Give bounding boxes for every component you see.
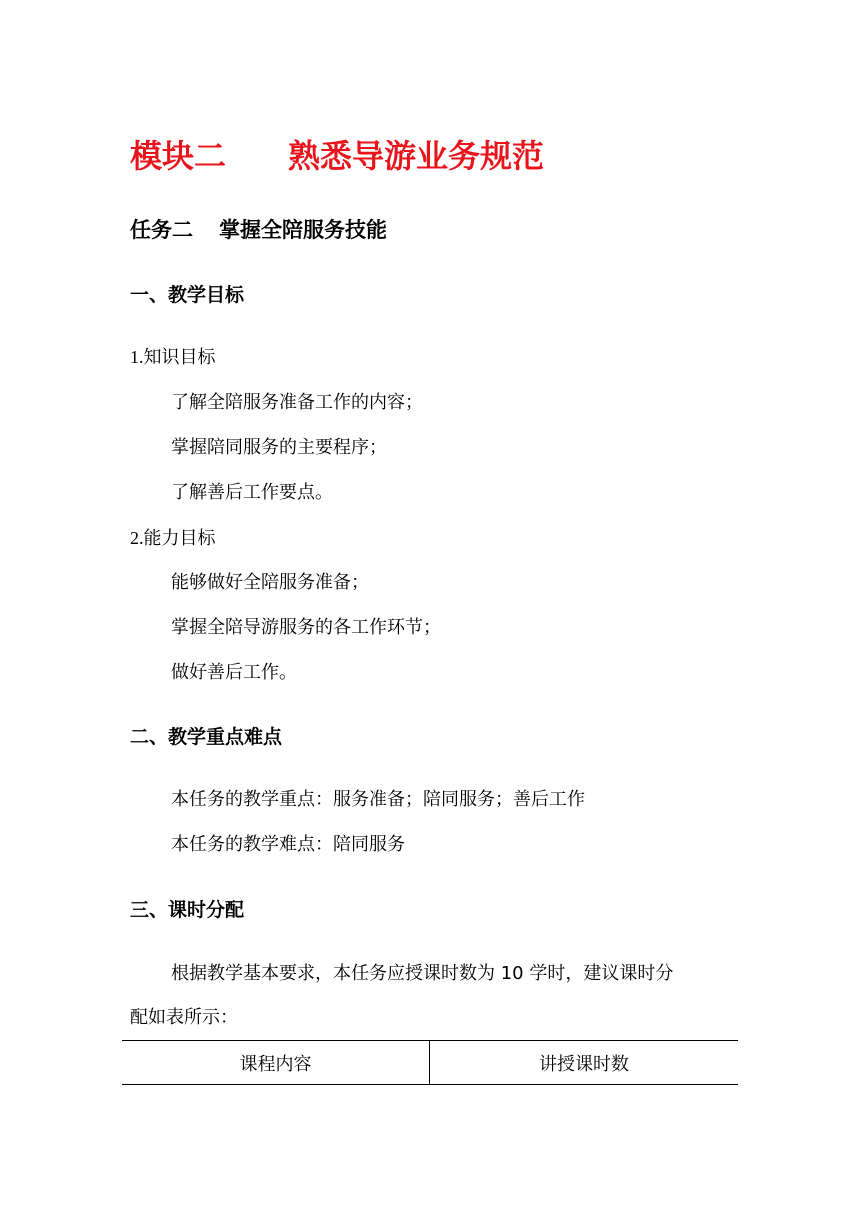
section-heading-hours: 三、课时分配: [130, 899, 245, 921]
section-heading-key-points: 二、教学重点难点: [130, 726, 283, 748]
subheading-knowledge: [130, 344, 216, 371]
list-item: 能够做好全陪服务准备；: [171, 572, 369, 593]
subheading-number: 2.: [130, 528, 144, 548]
list-item: 掌握全陪导游服务的各工作环节；: [171, 617, 441, 638]
subheading-label: 能力目标: [143, 528, 216, 549]
subheading-number: 1.: [130, 347, 144, 367]
list-item: 掌握陪同服务的主要程序；: [171, 437, 387, 458]
teaching-focus: 本任务的教学重点：服务准备；陪同服务；善后工作: [171, 789, 585, 810]
table-header-cell: 讲授课时数: [539, 1053, 629, 1075]
module-title: [130, 136, 544, 176]
list-item: 了解全陪服务准备工作的内容；: [171, 392, 423, 413]
module-label: 模块二: [130, 137, 227, 175]
list-item: 做好善后工作。: [171, 662, 297, 683]
module-name: 熟悉导游业务规范: [288, 137, 545, 175]
task-label: 任务二: [130, 218, 193, 242]
teaching-difficulty: 本任务的教学难点：陪同服务: [171, 834, 405, 855]
hours-paragraph-line2: 配如表所示：: [130, 1007, 238, 1028]
task-title: [130, 215, 387, 245]
subheading-label: 知识目标: [143, 347, 216, 368]
task-name: 掌握全陪服务技能: [219, 218, 387, 242]
table-header-cell: 课程内容: [122, 1041, 430, 1084]
list-item: 了解善后工作要点。: [171, 482, 333, 503]
subheading-ability: [130, 525, 216, 552]
hours-paragraph-line1: 根据教学基本要求，本任务应授课时数为 10 学时，建议课时分: [171, 963, 674, 984]
section-heading-goals: 一、教学目标: [130, 284, 245, 306]
hours-table: [122, 1040, 738, 1085]
